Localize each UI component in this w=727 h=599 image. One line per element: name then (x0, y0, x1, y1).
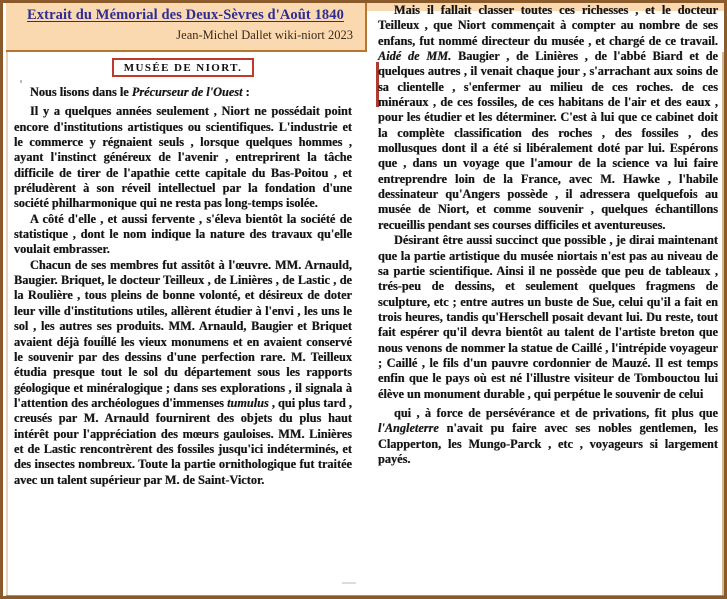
page-title: Extrait du Mémorial des Deux-Sèvres d'Août 1840 (27, 7, 344, 23)
paragraph (14, 85, 352, 100)
italic-phrase: l'Angleterre (378, 421, 439, 436)
paragraph-text-0: Nous lisons dans le Précurseur de l'Ouest : (30, 85, 250, 99)
paragraph-text-1: Désirant être aussi succinct que possible , je dirai maintenant que la partie artistique du musée niortais n'est pas au niveau de sa partie scientifique. Ainsi il ne possède que peu de tableaux , trés-peu de dessins, et seulement quelques fragmens de sculpture, etc ; entre autres un buste de Sue, celui qu'il a fait en trois heures, tandis qu'Herschell posait devant lui. Du reste, tout fait espérer qu'il devra bientôt au talent de l'artiste breton que nous venons de nommer la statue de Caillé , l'intrépide voyageur ; Caillé , le fils d'un pauvre cordonnier de Mauzé. Il est temps enfin que le pays où est né l'illustre visiteur de Tombouctou lui élève un monument durable , qui perpétue le souvenir de celui (378, 233, 718, 401)
paragraph (378, 406, 718, 467)
italic-phrase: tumulus (227, 395, 269, 410)
document-header (6, 3, 367, 52)
italic-phrase: Précurseur de l'Ouest (131, 85, 243, 99)
column-right (378, 3, 718, 599)
paragraph (14, 104, 352, 211)
paragraph (14, 258, 352, 488)
scan-right-edge (722, 52, 724, 599)
column-left (14, 52, 352, 488)
section-heading-label: MUSÉE DE NIORT. (123, 61, 243, 74)
attribution-line: Jean-Michel Dallet wiki-niort 2023 (176, 28, 353, 42)
paragraph-text-2: qui , à force de persévérance et de privations, fit plus que l'Angleterre n'avait pu faire avec ses nobles gentlemen, les Clapperton, les Mungo-Parck , etc , voyageurs si largement payés. (378, 405, 718, 466)
paragraph (378, 3, 718, 233)
paragraph (378, 233, 718, 402)
column-left-body (14, 52, 352, 488)
scan-left-edge (6, 52, 8, 599)
scan-speck (342, 582, 356, 584)
italic-phrase: Aidé de MM. (378, 49, 452, 64)
paragraph-text-3: Chacun de ses membres fut assitôt à l'œuvre. MM. Arnauld, Baugier. Briquet, le docteur Teilleux , de Linières , de Lastic , de la Roulière , tous pleins de bonne volonté, et désireux de doter leur ville d'institutions utiles, allèrent étudier à l'envi , les uns le sol , les autres ses produits. MM. Arnauld, Baugier et Briquet avaient déjà fouillé les vieux monumens et en avaient conservé le souvenir par des dessins d'une perfection rare. M. Teilleux étudia presque tout le sol du département sous les rapports géologique et minéralogique ; dans ses explorations , il signala à l'attention des archéologues d'immenses tumulus , qui plus tard , creusés par M. Arnauld fournirent des objets du plus haut intérêt pour l'appréciation des mœurs gauloises. MM. Linières et de Lastic rencontrèrent des fossiles jusqu'ici indéterminés, et des insectes nombreux. Toute la partie ornithologique fut traitée avec un talent supérieur par M. de Saint-Victor. (14, 257, 352, 487)
paragraph (14, 212, 352, 258)
paragraph-text-2: A côté d'elle , et aussi fervente , s'éleva bientôt la société de statistique , dont le nom indique la nature des travaux qu'elle voulait embrasser. (14, 211, 352, 257)
paragraph-text-1: Il y a quelques années seulement , Niort ne possédait point encore d'institutions artistiques ou scientifiques. L'industrie et le commerce y régnaient seuls , lorsque quelques hommes , ayant l'instinct généreux de l'avenir , entreprirent la tâche difficile de tirer de l'apathie cette capitale du Bas-Poitou , et préludèrent à son réveil intellectuel par la fondation d'une société philharmonique qui ne resta pas long-temps isolée. (14, 104, 352, 211)
paragraph-text-0: Mais il fallait classer toutes ces richesses , et le docteur Teilleux , que Niort commençait à compter au nombre de ses enfans, fut nommé directeur du musée , et chargé de ce travail. Aidé de MM. Baugier , de Linières , de l'abbé Biard et de quelques autres , il venait chaque jour , s'arrachant aux soins de sa clientelle , s'enfermer au milieu de ces roches. de ces minéraux , de ces fossiles, de ces habitans de l'air et des eaux , pour les étudier et les déterminer. C'est à lui que ce cabinet doit la complète classification des roches , des fossiles , des mollusques dont il a été si libéralement doté par lui. Espérons que , dans un voyage que l'amour de la science va lui faire entreprendre loin de la France, avec M. Hawke , l'habile dessinateur qu'Angers possède , il adressera quelquefois au musée de Niort, et comme souvenir , quelques échantillons recueillis pendant ses courses difficiles et aventureuses. (378, 3, 719, 232)
